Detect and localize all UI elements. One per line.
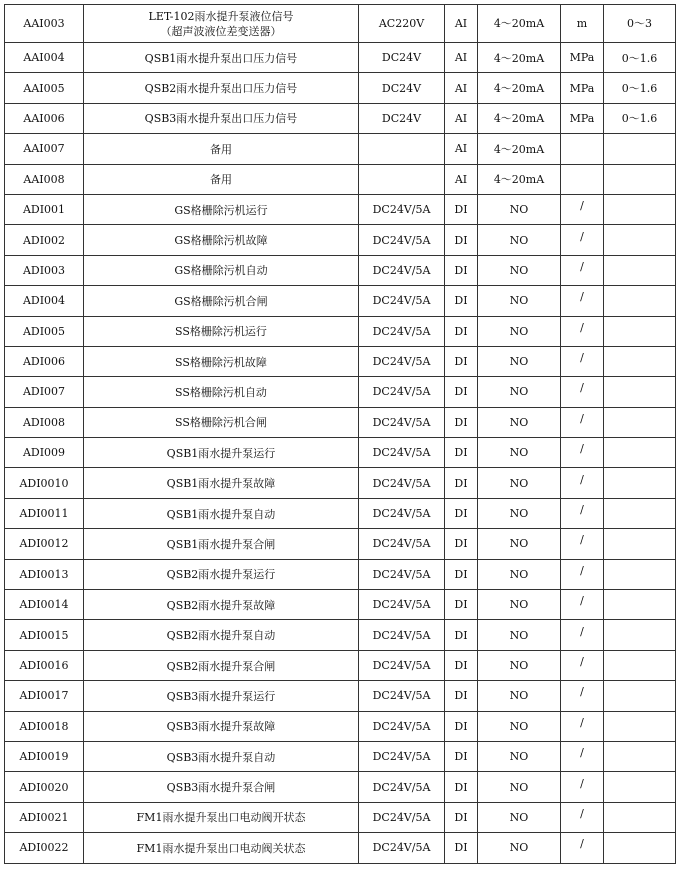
- signal-spec-cell: 4～20mA: [478, 134, 561, 164]
- unit-value: /: [580, 351, 584, 365]
- signal-spec-cell: NO: [478, 620, 561, 650]
- table-row: [5, 134, 676, 164]
- unit-cell: m: [561, 5, 604, 43]
- point-code-cell: ADI0017: [5, 681, 84, 711]
- point-code-cell: ADI007: [5, 377, 84, 407]
- description-cell: GS格栅除污机合闸: [84, 286, 359, 316]
- unit-value: /: [580, 746, 584, 760]
- table-row: [5, 377, 676, 407]
- signal-spec-cell: NO: [478, 590, 561, 620]
- table-row: [5, 5, 676, 43]
- point-code-cell: ADI006: [5, 346, 84, 376]
- unit-value: /: [580, 381, 584, 395]
- table-row: [5, 286, 676, 316]
- range-cell: [604, 772, 676, 802]
- power-cell: DC24V/5A: [359, 407, 445, 437]
- description-cell: QSB1雨水提升泵自动: [84, 498, 359, 528]
- table-row: [5, 438, 676, 468]
- power-cell: DC24V/5A: [359, 377, 445, 407]
- signal-type-cell: AI: [445, 164, 478, 194]
- unit-value: /: [580, 320, 584, 334]
- signal-spec-cell: NO: [478, 377, 561, 407]
- range-cell: [604, 498, 676, 528]
- unit-cell: [561, 255, 604, 285]
- table-row: [5, 711, 676, 741]
- point-code-cell: ADI0010: [5, 468, 84, 498]
- table-row: [5, 620, 676, 650]
- description-cell: QSB1雨水提升泵运行: [84, 438, 359, 468]
- table-row: [5, 741, 676, 771]
- unit-cell: [561, 711, 604, 741]
- point-code-cell: ADI0016: [5, 650, 84, 680]
- description-cell: QSB2雨水提升泵出口压力信号: [84, 73, 359, 103]
- unit-cell: [561, 346, 604, 376]
- power-cell: DC24V: [359, 73, 445, 103]
- point-code-cell: ADI0021: [5, 802, 84, 832]
- unit-value: /: [580, 199, 584, 213]
- signal-type-cell: DI: [445, 650, 478, 680]
- signal-type-cell: DI: [445, 377, 478, 407]
- point-code-cell: ADI0018: [5, 711, 84, 741]
- table-row: [5, 772, 676, 802]
- range-cell: [604, 741, 676, 771]
- power-cell: DC24V/5A: [359, 741, 445, 771]
- description-cell: FM1雨水提升泵出口电动阀开状态: [84, 802, 359, 832]
- io-signal-table: [4, 4, 676, 864]
- signal-type-cell: DI: [445, 833, 478, 863]
- description-cell: QSB1雨水提升泵合闸: [84, 529, 359, 559]
- power-cell: DC24V/5A: [359, 194, 445, 224]
- unit-cell: [561, 407, 604, 437]
- unit-cell: [561, 498, 604, 528]
- description-cell: SS格栅除污机自动: [84, 377, 359, 407]
- unit-value: /: [580, 624, 584, 638]
- power-cell: DC24V/5A: [359, 650, 445, 680]
- unit-cell: MPa: [561, 73, 604, 103]
- unit-cell: MPa: [561, 43, 604, 73]
- range-cell: 0～1.6: [604, 73, 676, 103]
- range-cell: [604, 711, 676, 741]
- power-cell: DC24V/5A: [359, 346, 445, 376]
- table-row: [5, 468, 676, 498]
- description-cell: QSB3雨水提升泵运行: [84, 681, 359, 711]
- unit-cell: [561, 225, 604, 255]
- point-code-cell: ADI0011: [5, 498, 84, 528]
- signal-type-cell: DI: [445, 620, 478, 650]
- power-cell: AC220V: [359, 5, 445, 43]
- signal-spec-cell: NO: [478, 711, 561, 741]
- unit-value: /: [580, 442, 584, 456]
- range-cell: [604, 681, 676, 711]
- range-cell: [604, 802, 676, 832]
- point-code-cell: AAI003: [5, 5, 84, 43]
- unit-cell: [561, 741, 604, 771]
- point-code-cell: AAI005: [5, 73, 84, 103]
- unit-value: /: [580, 715, 584, 729]
- signal-spec-cell: NO: [478, 438, 561, 468]
- power-cell: DC24V/5A: [359, 225, 445, 255]
- signal-spec-cell: NO: [478, 559, 561, 589]
- signal-spec-cell: 4～20mA: [478, 5, 561, 43]
- signal-spec-cell: NO: [478, 468, 561, 498]
- power-cell: DC24V/5A: [359, 529, 445, 559]
- unit-value: /: [580, 229, 584, 243]
- description-subline: （超声波液位差变送器）: [160, 24, 282, 38]
- unit-value: /: [580, 837, 584, 851]
- unit-cell: [561, 772, 604, 802]
- signal-spec-cell: NO: [478, 346, 561, 376]
- signal-spec-cell: NO: [478, 681, 561, 711]
- signal-spec-cell: NO: [478, 802, 561, 832]
- range-cell: [604, 559, 676, 589]
- signal-spec-cell: NO: [478, 194, 561, 224]
- description-cell: SS格栅除污机合闸: [84, 407, 359, 437]
- table-row: [5, 103, 676, 133]
- signal-spec-cell: NO: [478, 225, 561, 255]
- signal-type-cell: DI: [445, 772, 478, 802]
- unit-cell: [561, 134, 604, 164]
- signal-spec-cell: NO: [478, 741, 561, 771]
- signal-type-cell: DI: [445, 194, 478, 224]
- signal-type-cell: DI: [445, 711, 478, 741]
- description-cell: GS格栅除污机故障: [84, 225, 359, 255]
- unit-cell: [561, 194, 604, 224]
- range-cell: [604, 134, 676, 164]
- signal-type-cell: DI: [445, 286, 478, 316]
- table-row: [5, 225, 676, 255]
- signal-type-cell: AI: [445, 134, 478, 164]
- range-cell: [604, 590, 676, 620]
- description-cell: QSB2雨水提升泵自动: [84, 620, 359, 650]
- unit-value: /: [580, 472, 584, 486]
- signal-spec-cell: NO: [478, 772, 561, 802]
- description-cell: SS格栅除污机故障: [84, 346, 359, 376]
- power-cell: DC24V/5A: [359, 498, 445, 528]
- signal-spec-cell: 4～20mA: [478, 73, 561, 103]
- range-cell: [604, 377, 676, 407]
- power-cell: DC24V/5A: [359, 620, 445, 650]
- unit-cell: [561, 620, 604, 650]
- signal-spec-cell: NO: [478, 316, 561, 346]
- power-cell: [359, 134, 445, 164]
- range-cell: 0～1.6: [604, 103, 676, 133]
- signal-spec-cell: NO: [478, 650, 561, 680]
- signal-spec-cell: NO: [478, 286, 561, 316]
- range-cell: [604, 316, 676, 346]
- power-cell: [359, 164, 445, 194]
- point-code-cell: ADI005: [5, 316, 84, 346]
- unit-cell: [561, 377, 604, 407]
- table-row: [5, 802, 676, 832]
- unit-value: /: [580, 776, 584, 790]
- description-cell: GS格栅除污机运行: [84, 194, 359, 224]
- range-cell: [604, 620, 676, 650]
- table-row: [5, 316, 676, 346]
- point-code-cell: ADI009: [5, 438, 84, 468]
- description-cell: QSB2雨水提升泵运行: [84, 559, 359, 589]
- description-cell: FM1雨水提升泵出口电动阀关状态: [84, 833, 359, 863]
- description-cell: GS格栅除污机自动: [84, 255, 359, 285]
- table-row: [5, 164, 676, 194]
- point-code-cell: AAI008: [5, 164, 84, 194]
- signal-spec-cell: NO: [478, 255, 561, 285]
- signal-type-cell: DI: [445, 468, 478, 498]
- signal-type-cell: DI: [445, 802, 478, 832]
- unit-cell: MPa: [561, 103, 604, 133]
- range-cell: [604, 438, 676, 468]
- unit-cell: [561, 590, 604, 620]
- unit-cell: [561, 802, 604, 832]
- signal-spec-cell: NO: [478, 498, 561, 528]
- point-code-cell: ADI0015: [5, 620, 84, 650]
- signal-type-cell: DI: [445, 407, 478, 437]
- range-cell: 0～1.6: [604, 43, 676, 73]
- signal-type-cell: DI: [445, 316, 478, 346]
- signal-type-cell: DI: [445, 559, 478, 589]
- signal-spec-cell: 4～20mA: [478, 43, 561, 73]
- description-cell: 备用: [84, 134, 359, 164]
- description-cell: QSB1雨水提升泵故障: [84, 468, 359, 498]
- range-cell: [604, 164, 676, 194]
- point-code-cell: ADI008: [5, 407, 84, 437]
- point-code-cell: AAI007: [5, 134, 84, 164]
- unit-cell: [561, 529, 604, 559]
- table-row: [5, 498, 676, 528]
- power-cell: DC24V/5A: [359, 590, 445, 620]
- range-cell: [604, 346, 676, 376]
- range-cell: [604, 407, 676, 437]
- unit-cell: [561, 316, 604, 346]
- unit-cell: [561, 650, 604, 680]
- description-cell: [84, 5, 359, 43]
- unit-cell: [561, 468, 604, 498]
- signal-spec-cell: 4～20mA: [478, 103, 561, 133]
- signal-type-cell: DI: [445, 225, 478, 255]
- signal-type-cell: AI: [445, 103, 478, 133]
- range-cell: [604, 529, 676, 559]
- unit-value: /: [580, 655, 584, 668]
- signal-type-cell: DI: [445, 346, 478, 376]
- signal-type-cell: DI: [445, 590, 478, 620]
- table-row: [5, 833, 676, 863]
- signal-type-cell: AI: [445, 5, 478, 43]
- range-cell: 0～3: [604, 5, 676, 43]
- signal-spec-cell: NO: [478, 529, 561, 559]
- table-row: [5, 73, 676, 103]
- point-code-cell: ADI001: [5, 194, 84, 224]
- point-code-cell: AAI006: [5, 103, 84, 133]
- description-cell: QSB2雨水提升泵合闸: [84, 650, 359, 680]
- point-code-cell: ADI0013: [5, 559, 84, 589]
- table-row: [5, 194, 676, 224]
- unit-cell: [561, 438, 604, 468]
- power-cell: DC24V/5A: [359, 772, 445, 802]
- description-cell: QSB3雨水提升泵出口压力信号: [84, 103, 359, 133]
- signal-spec-cell: NO: [478, 407, 561, 437]
- power-cell: DC24V/5A: [359, 438, 445, 468]
- range-cell: [604, 468, 676, 498]
- power-cell: DC24V/5A: [359, 468, 445, 498]
- unit-cell: [561, 559, 604, 589]
- signal-spec-cell: 4～20mA: [478, 164, 561, 194]
- point-code-cell: ADI0020: [5, 772, 84, 802]
- signal-type-cell: AI: [445, 43, 478, 73]
- table-row: [5, 346, 676, 376]
- range-cell: [604, 650, 676, 680]
- description-cell: 备用: [84, 164, 359, 194]
- signal-type-cell: DI: [445, 681, 478, 711]
- table-row: [5, 681, 676, 711]
- table-row: [5, 590, 676, 620]
- unit-value: /: [580, 411, 584, 425]
- power-cell: DC24V/5A: [359, 316, 445, 346]
- point-code-cell: ADI0019: [5, 741, 84, 771]
- table-row: [5, 255, 676, 285]
- power-cell: DC24V/5A: [359, 711, 445, 741]
- point-code-cell: ADI0014: [5, 590, 84, 620]
- signal-type-cell: DI: [445, 438, 478, 468]
- table-row: [5, 559, 676, 589]
- description-cell: QSB3雨水提升泵合闸: [84, 772, 359, 802]
- signal-type-cell: DI: [445, 255, 478, 285]
- unit-value: /: [580, 503, 584, 517]
- unit-value: /: [580, 594, 584, 608]
- power-cell: DC24V/5A: [359, 833, 445, 863]
- signal-type-cell: DI: [445, 741, 478, 771]
- unit-cell: [561, 286, 604, 316]
- table-row: [5, 529, 676, 559]
- signal-type-cell: DI: [445, 498, 478, 528]
- description-cell: QSB1雨水提升泵出口压力信号: [84, 43, 359, 73]
- power-cell: DC24V/5A: [359, 255, 445, 285]
- table-row: [5, 407, 676, 437]
- point-code-cell: ADI003: [5, 255, 84, 285]
- description-cell: SS格栅除污机运行: [84, 316, 359, 346]
- power-cell: DC24V: [359, 103, 445, 133]
- unit-value: /: [580, 806, 584, 820]
- unit-value: /: [580, 259, 584, 273]
- range-cell: [604, 255, 676, 285]
- unit-value: /: [580, 290, 584, 304]
- range-cell: [604, 286, 676, 316]
- unit-cell: [561, 681, 604, 711]
- table-row: [5, 650, 676, 680]
- power-cell: DC24V: [359, 43, 445, 73]
- power-cell: DC24V/5A: [359, 681, 445, 711]
- range-cell: [604, 833, 676, 863]
- description-line: LET-102雨水提升泵液位信号: [148, 9, 294, 23]
- signal-spec-cell: NO: [478, 833, 561, 863]
- signal-type-cell: AI: [445, 73, 478, 103]
- point-code-cell: ADI002: [5, 225, 84, 255]
- range-cell: [604, 225, 676, 255]
- unit-cell: [561, 833, 604, 863]
- table-row: [5, 43, 676, 73]
- power-cell: DC24V/5A: [359, 802, 445, 832]
- power-cell: DC24V/5A: [359, 286, 445, 316]
- range-cell: [604, 194, 676, 224]
- point-code-cell: AAI004: [5, 43, 84, 73]
- point-code-cell: ADI004: [5, 286, 84, 316]
- unit-value: /: [580, 685, 584, 699]
- description-cell: QSB3雨水提升泵故障: [84, 711, 359, 741]
- description-cell: QSB3雨水提升泵自动: [84, 741, 359, 771]
- unit-value: /: [580, 563, 584, 577]
- unit-value: /: [580, 533, 584, 547]
- power-cell: DC24V/5A: [359, 559, 445, 589]
- point-code-cell: ADI0022: [5, 833, 84, 863]
- io-signal-table-body: [5, 5, 676, 864]
- unit-cell: [561, 164, 604, 194]
- point-code-cell: ADI0012: [5, 529, 84, 559]
- signal-type-cell: DI: [445, 529, 478, 559]
- description-cell: QSB2雨水提升泵故障: [84, 590, 359, 620]
